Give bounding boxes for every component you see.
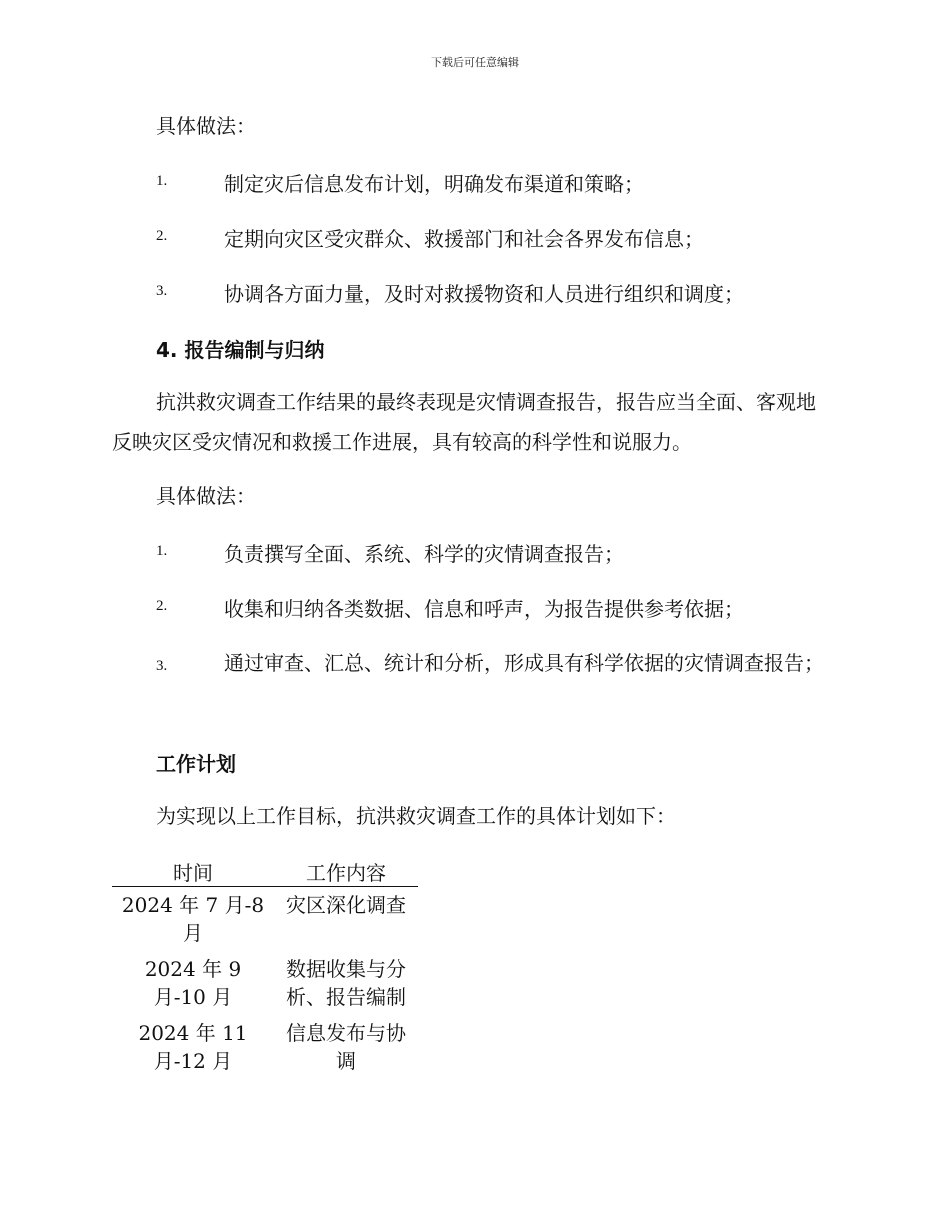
table-cell-content: 灾区深化调查 xyxy=(286,893,406,917)
body-paragraph: 抗洪救灾调查工作结果的最终表现是灾情调查报告，报告应当全面、客观地反映灾区受灾情况和救援工作进展，具有较高的科学性和说服力。 xyxy=(112,390,816,454)
table-row xyxy=(112,887,418,952)
table-row xyxy=(112,951,418,1015)
table-cell-time: 2024 年 11 月-12 月 xyxy=(138,1021,248,1073)
list-item-text: 通过审查、汇总、统计和分析，形成具有科学依据的灾情调查报告； xyxy=(224,651,824,675)
table-cell-time: 2024 年 7 月-8 月 xyxy=(121,893,265,945)
list-item-text: 收集和归纳各类数据、信息和呼声，为报告提供参考依据； xyxy=(224,597,744,621)
section-heading: 4. 报告编制与归纳 xyxy=(156,338,325,362)
table-header-row xyxy=(112,856,418,887)
list-item-text: 负责撰写全面、系统、科学的灾情调查报告； xyxy=(224,542,624,566)
plan-intro: 为实现以上工作目标，抗洪救灾调查工作的具体计划如下： xyxy=(156,804,676,828)
table-cell-content: 信息发布与协调 xyxy=(286,1021,406,1073)
table-cell-content: 数据收集与分析、报告编制 xyxy=(286,957,406,1009)
table-cell-time: 2024 年 9 月-10 月 xyxy=(144,957,242,1009)
list-item-text: 制定灾后信息发布计划，明确发布渠道和策略； xyxy=(224,172,644,196)
list-item-number: 1. xyxy=(156,543,168,559)
column-header-content: 工作内容 xyxy=(274,856,418,887)
page-header: 下载后可任意编辑 xyxy=(431,56,519,69)
list-item xyxy=(112,642,832,687)
work-plan-table xyxy=(112,856,418,1079)
section-heading: 工作计划 xyxy=(156,752,236,776)
method-intro: 具体做法： xyxy=(156,114,256,138)
table-row xyxy=(112,1015,418,1079)
method-intro: 具体做法： xyxy=(156,484,256,508)
list-item-number: 2. xyxy=(156,598,168,614)
column-header-time: 时间 xyxy=(112,856,274,887)
list-item-number: 2. xyxy=(156,228,168,244)
list-item-number: 1. xyxy=(156,173,168,189)
list-item-text: 协调各方面力量，及时对救援物资和人员进行组织和调度； xyxy=(224,282,744,306)
list-item-number: 3. xyxy=(156,658,168,674)
list-item-text: 定期向灾区受灾群众、救援部门和社会各界发布信息； xyxy=(224,227,704,251)
list-item-number: 3. xyxy=(156,283,168,299)
